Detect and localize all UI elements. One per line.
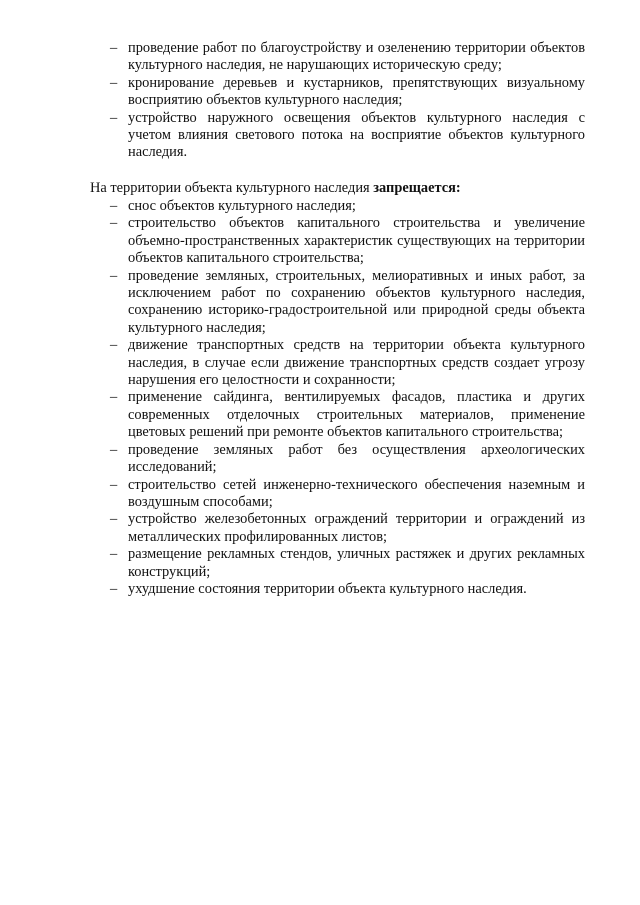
list-item-text: снос объектов культурного наследия; — [128, 198, 356, 214]
list-item-text: кронирование деревьев и кустарников, препятствующих визуальному восприятию объектов культурного наследия; — [128, 74, 585, 109]
permitted-works-list — [110, 40, 585, 162]
dash-marker: – — [110, 580, 118, 597]
list-item — [110, 511, 585, 546]
list-item-text: строительство сетей инженерно-технического обеспечения наземным и воздушным способами; — [128, 476, 585, 510]
dash-marker: – — [110, 198, 118, 214]
list-item-text: применение сайдинга, вентилируемых фасадов, пластика и других современных отделочных строительных материалов, применение цветовых решений при ремонте объектов капитального строительства; — [128, 389, 585, 441]
list-item — [110, 215, 585, 267]
list-item-text: размещение рекламных стендов, уличных растяжек и других рекламных конструкций; — [128, 546, 585, 580]
list-item-text: движение транспортных средств на территории объекта культурного наследия, в случае если движение транспортных средств создает угрозу нарушения его целостности и сохранности; — [128, 337, 585, 389]
dash-marker: – — [110, 337, 118, 354]
list-item-text: устройство железобетонных ограждений территории и ограждений из металлических профилированных листов; — [128, 511, 585, 545]
list-item — [110, 477, 585, 512]
list-item-text: строительство объектов капитального строительства и увеличение объемно-пространственных характеристик существующих на территории объектов капитального строительства; — [128, 215, 585, 267]
list-item-text: проведение земляных работ без осуществления археологических исследований; — [128, 441, 585, 476]
dash-marker: – — [110, 546, 118, 563]
dash-marker: – — [110, 74, 118, 91]
list-item-text: устройство наружного освещения объектов культурного наследия с учетом влияния светового потока на восприятие объектов культурного наследия. — [128, 109, 585, 161]
list-item — [110, 40, 585, 75]
list-item — [110, 337, 585, 389]
list-item-text: ухудшение состояния территории объекта культурного наследия. — [128, 580, 527, 597]
dash-marker: – — [110, 215, 118, 232]
list-item — [110, 442, 585, 477]
dash-marker: – — [110, 40, 118, 56]
dash-marker: – — [110, 267, 118, 284]
dash-marker: – — [110, 109, 118, 126]
list-item — [110, 268, 585, 338]
list-item — [110, 75, 585, 110]
dash-marker: – — [110, 511, 118, 528]
dash-marker: – — [110, 476, 118, 493]
list-item — [110, 546, 585, 581]
dash-marker: – — [110, 389, 118, 406]
list-item — [110, 389, 585, 441]
dash-marker: – — [110, 441, 118, 458]
intro-text: На территории объекта культурного наследия — [90, 180, 374, 196]
list-item — [110, 110, 585, 162]
prohibited-intro-paragraph — [90, 180, 590, 197]
prohibited-works-list — [110, 198, 585, 598]
list-item-text: проведение работ по благоустройству и озеленению территории объектов культурного наследия, не нарушающих историческую среду; — [128, 40, 585, 74]
intro-bold-text: запрещается: — [373, 180, 461, 196]
list-item — [110, 581, 585, 598]
list-item — [110, 198, 585, 215]
list-item-text: проведение земляных, строительных, мелиоративных и иных работ, за исключением работ по сохранению объектов культурного наследия, сохранению историко-градостроительной или природной среды объекта культурного наследия; — [128, 267, 585, 336]
